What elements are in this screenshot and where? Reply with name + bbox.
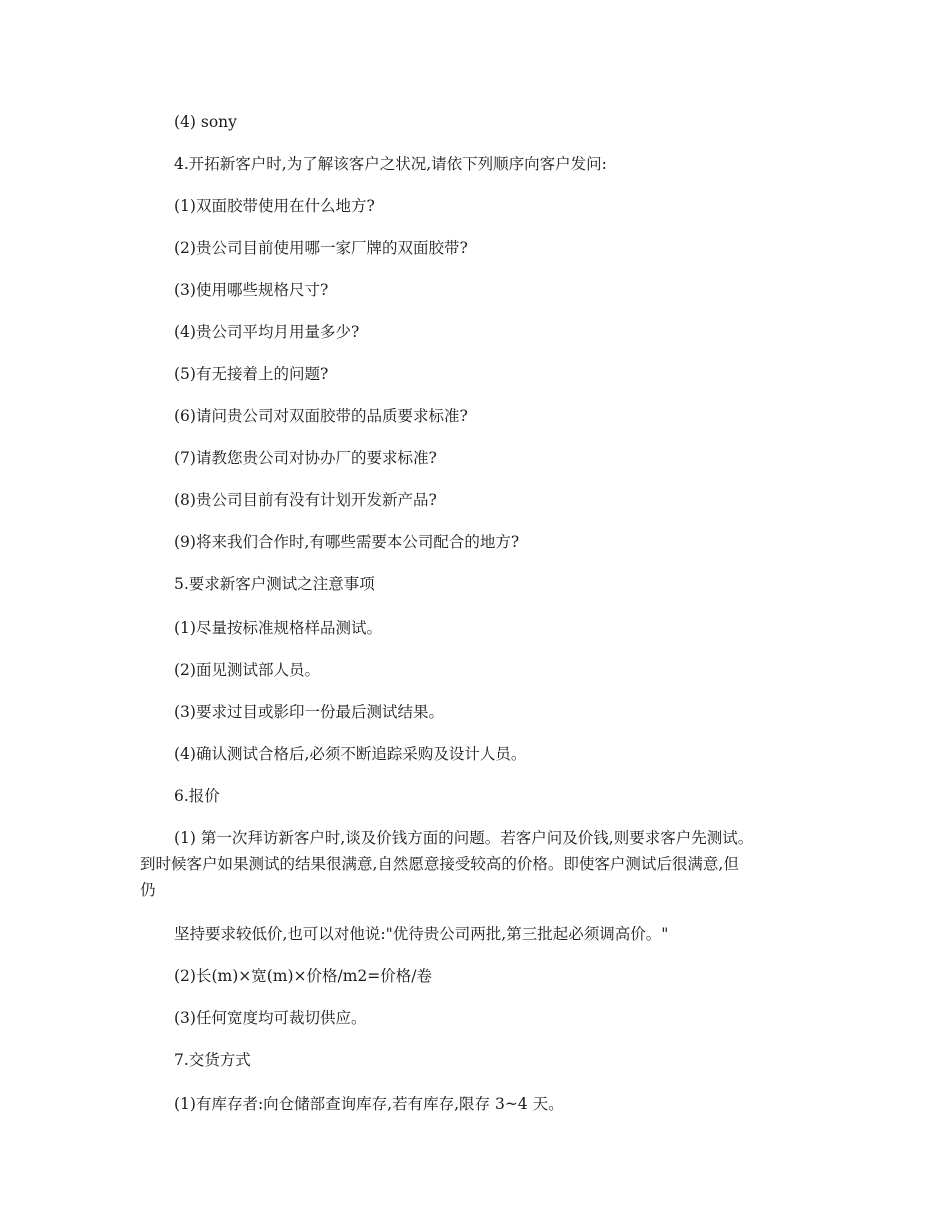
test-note-2: (2)面见测试部人员。 bbox=[174, 661, 320, 679]
question-5: (5)有无接着上的问题? bbox=[174, 365, 329, 383]
test-note-3: (3)要求过目或影印一份最后测试结果。 bbox=[174, 703, 444, 721]
quote-paragraph-line-4: 坚持要求较低价,也可以对他说:"优待贵公司两批,第三批起必须调高价。" bbox=[174, 925, 669, 943]
test-note-1: (1)尽量按标准规格样品测试。 bbox=[174, 619, 382, 637]
quote-paragraph-line-3: 仍 bbox=[140, 881, 156, 899]
question-9: (9)将来我们合作时,有哪些需要本公司配合的地方? bbox=[174, 533, 520, 551]
question-2: (2)贵公司目前使用哪一家厂牌的双面胶带? bbox=[174, 239, 468, 257]
section-heading-7: 7.交货方式 bbox=[174, 1051, 251, 1069]
question-4: (4)贵公司平均月用量多少? bbox=[174, 323, 360, 341]
section-heading-5: 5.要求新客户测试之注意事项 bbox=[174, 575, 375, 593]
question-1: (1)双面胶带使用在什么地方? bbox=[174, 197, 375, 215]
cut-width-note: (3)任何宽度均可裁切供应。 bbox=[174, 1009, 367, 1027]
delivery-note-1: (1)有库存者:向仓储部查询库存,若有库存,限存 3~4 天。 bbox=[174, 1095, 564, 1113]
quote-paragraph-line-1: (1) 第一次拜访新客户时,谈及价钱方面的问题。若客户问及价钱,则要求客户先测试。 bbox=[174, 829, 754, 847]
question-8: (8)贵公司目前有没有计划开发新产品? bbox=[174, 491, 437, 509]
question-6: (6)请问贵公司对双面胶带的品质要求标准? bbox=[174, 407, 468, 425]
question-3: (3)使用哪些规格尺寸? bbox=[174, 281, 329, 299]
test-note-4: (4)确认测试合格后,必须不断追踪采购及设计人员。 bbox=[174, 745, 527, 763]
quote-paragraph-line-2: 到时候客户如果测试的结果很满意,自然愿意接受较高的价格。即使客户测试后很满意,但 bbox=[140, 855, 739, 873]
section-heading-6: 6.报价 bbox=[174, 787, 220, 805]
price-formula: (2)长(m)×宽(m)×价格/m2=价格/卷 bbox=[174, 967, 433, 985]
list-item-sony: (4) sony bbox=[174, 113, 237, 131]
question-7: (7)请教您贵公司对协办厂的要求标准? bbox=[174, 449, 437, 467]
section-heading-4: 4.开拓新客户时,为了解该客户之状况,请依下列顺序向客户发问: bbox=[174, 155, 607, 173]
